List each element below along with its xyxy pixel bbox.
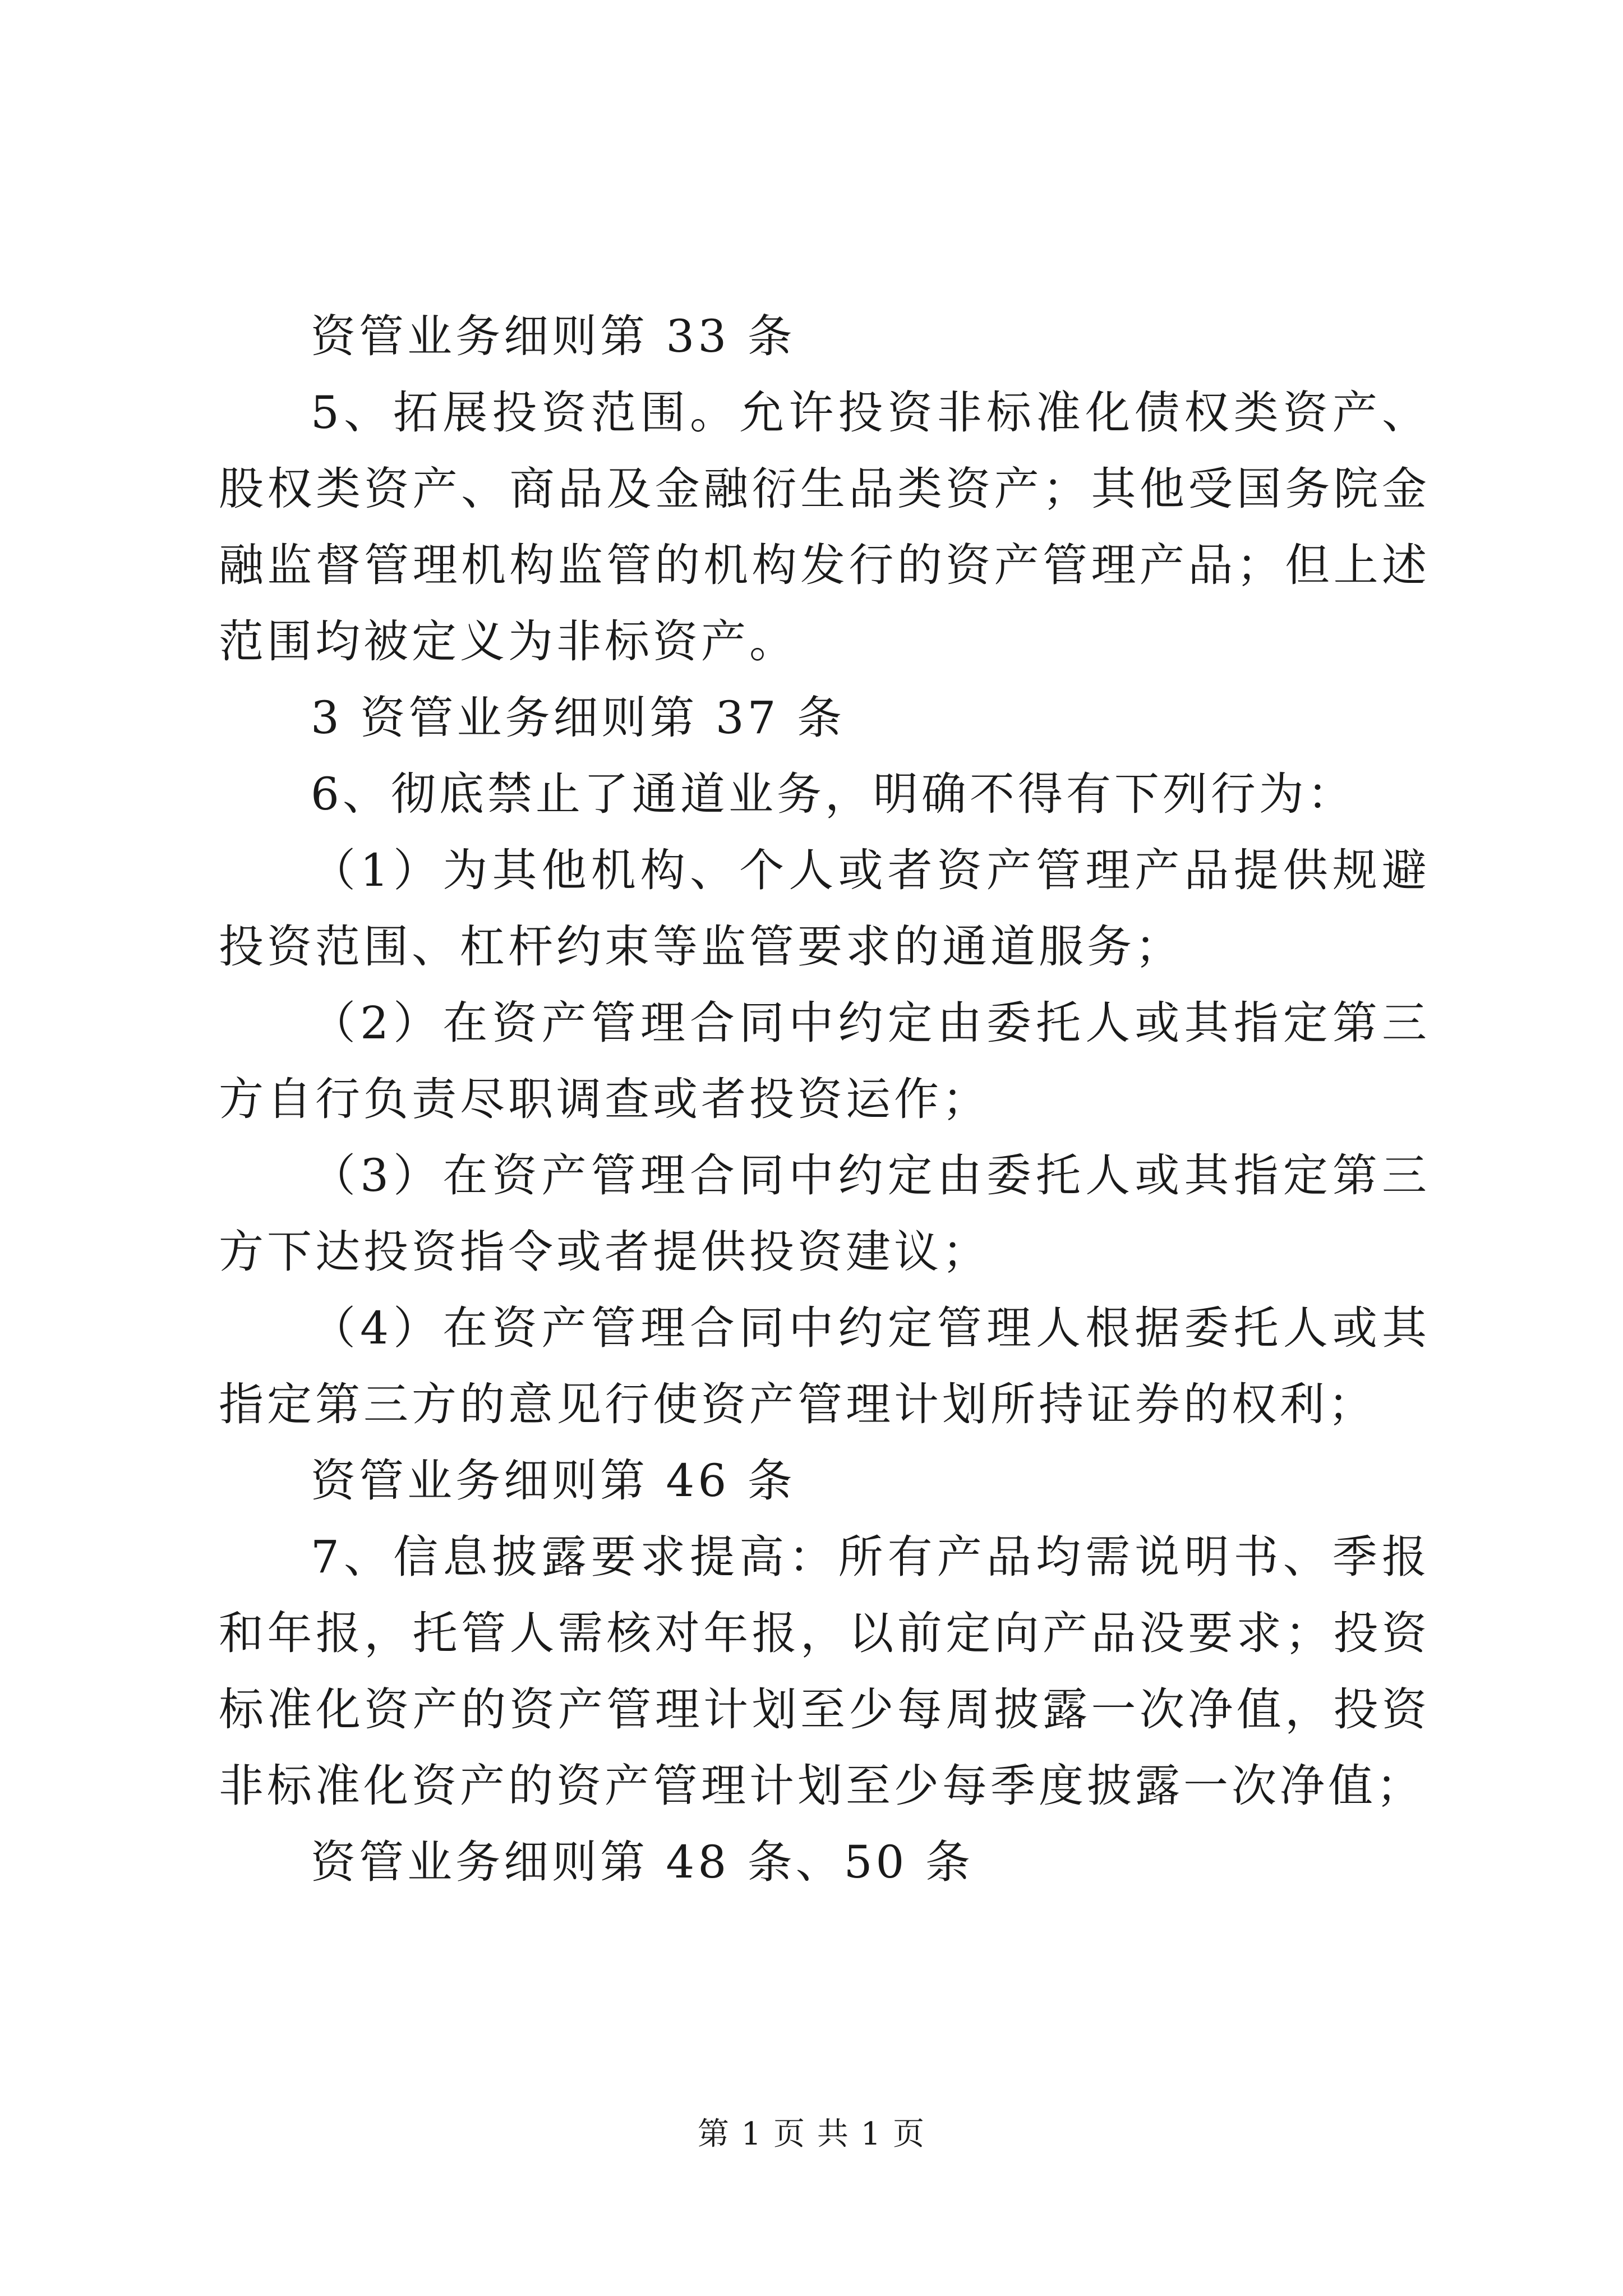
- list-item-3: （3）在资产管理合同中约定由委托人或其指定第三方下达投资指令或者提供投资建议；: [219, 1149, 1430, 1278]
- paragraph-7-disclosure: 7、信息披露要求提高：所有产品均需说明书、季报和年报，托管人需核对年报，以前定向产品没要求；投资标准化资产的资产管理计划至少每周披露一次净值，投资非标准化资产的资产管理计划至少每季度披露一次净值；: [219, 1531, 1430, 1812]
- list-item-4: （4）在资产管理合同中约定管理人根据委托人或其指定第三方的意见行使资产管理计划所持证券的权利；: [219, 1302, 1430, 1430]
- article-reference-33: 资管业务细则第 33 条: [311, 310, 796, 362]
- article-reference-48-50: 资管业务细则第 48 条、50 条: [311, 1836, 974, 1888]
- list-item-2: （2）在资产管理合同中约定由委托人或其指定第三方自行负责尽职调查或者投资运作；: [219, 997, 1430, 1125]
- paragraph-5-investment-scope: 5、拓展投资范围。允许投资非标准化债权类资产、股权类资产、商品及金融衍生品类资产；其他受国务院金融监督管理机构监管的机构发行的资产管理产品；但上述范围均被定义为非标资产。: [219, 386, 1430, 668]
- list-item-1: （1）为其他机构、个人或者资产管理产品提供规避投资范围、杠杆约束等监管要求的通道服务；: [219, 844, 1430, 973]
- document-body: [219, 298, 1430, 1901]
- article-reference-46: 资管业务细则第 46 条: [311, 1455, 796, 1507]
- page-number-footer: 第 1 页 共 1 页: [697, 2116, 926, 2152]
- article-reference-37: 3 资管业务细则第 37 条: [311, 692, 845, 744]
- paragraph-6-channel-business: 6、彻底禁止了通道业务，明确不得有下列行为：: [311, 768, 1355, 820]
